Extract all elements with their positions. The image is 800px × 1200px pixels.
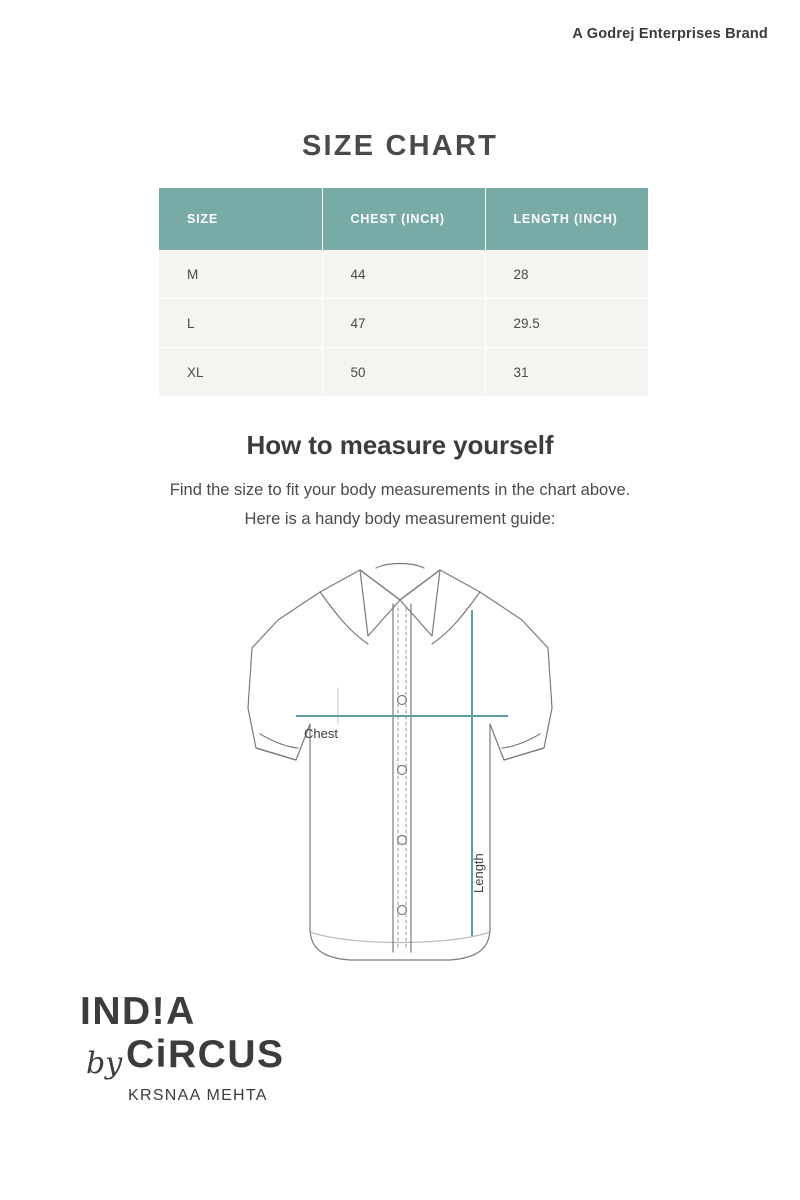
cell-chest: 44 bbox=[322, 250, 485, 299]
shirt-outline-icon bbox=[248, 564, 552, 961]
page-title: SIZE CHART bbox=[302, 130, 498, 162]
column-header-length: LENGTH (INCH) bbox=[485, 188, 648, 250]
table-row bbox=[159, 250, 648, 299]
shirt-illustration bbox=[200, 548, 600, 1008]
logo-line-designer: KRSNAA MEHTA bbox=[128, 1087, 268, 1104]
how-to-measure-line-2: Here is a handy body measurement guide: bbox=[244, 510, 556, 528]
cell-chest: 50 bbox=[322, 348, 485, 397]
cell-size: M bbox=[159, 250, 322, 299]
how-to-measure-line-1: Find the size to fit your body measurements in the chart above. bbox=[169, 481, 631, 499]
size-chart-table bbox=[159, 188, 648, 396]
chest-label: Chest bbox=[304, 726, 338, 741]
cell-length: 31 bbox=[485, 348, 648, 397]
column-header-size: SIZE bbox=[159, 188, 322, 250]
cell-size: XL bbox=[159, 348, 322, 397]
brand-attribution: A Godrej Enterprises Brand bbox=[572, 26, 768, 42]
table-row bbox=[159, 299, 648, 348]
table-header-row bbox=[159, 188, 648, 250]
cell-length: 29.5 bbox=[485, 299, 648, 348]
cell-length: 28 bbox=[485, 250, 648, 299]
logo-line-india: IND!A bbox=[80, 990, 196, 1033]
size-chart-table-wrapper bbox=[159, 188, 648, 396]
logo-line-by: by bbox=[86, 1046, 123, 1081]
length-label: Length bbox=[471, 853, 486, 893]
brand-logo bbox=[80, 990, 380, 1110]
cell-chest: 47 bbox=[322, 299, 485, 348]
table-row bbox=[159, 348, 648, 397]
logo-line-circus: CiRCUS bbox=[126, 1033, 285, 1076]
cell-size: L bbox=[159, 299, 322, 348]
column-header-chest: CHEST (INCH) bbox=[322, 188, 485, 250]
how-to-measure-heading: How to measure yourself bbox=[246, 430, 554, 460]
